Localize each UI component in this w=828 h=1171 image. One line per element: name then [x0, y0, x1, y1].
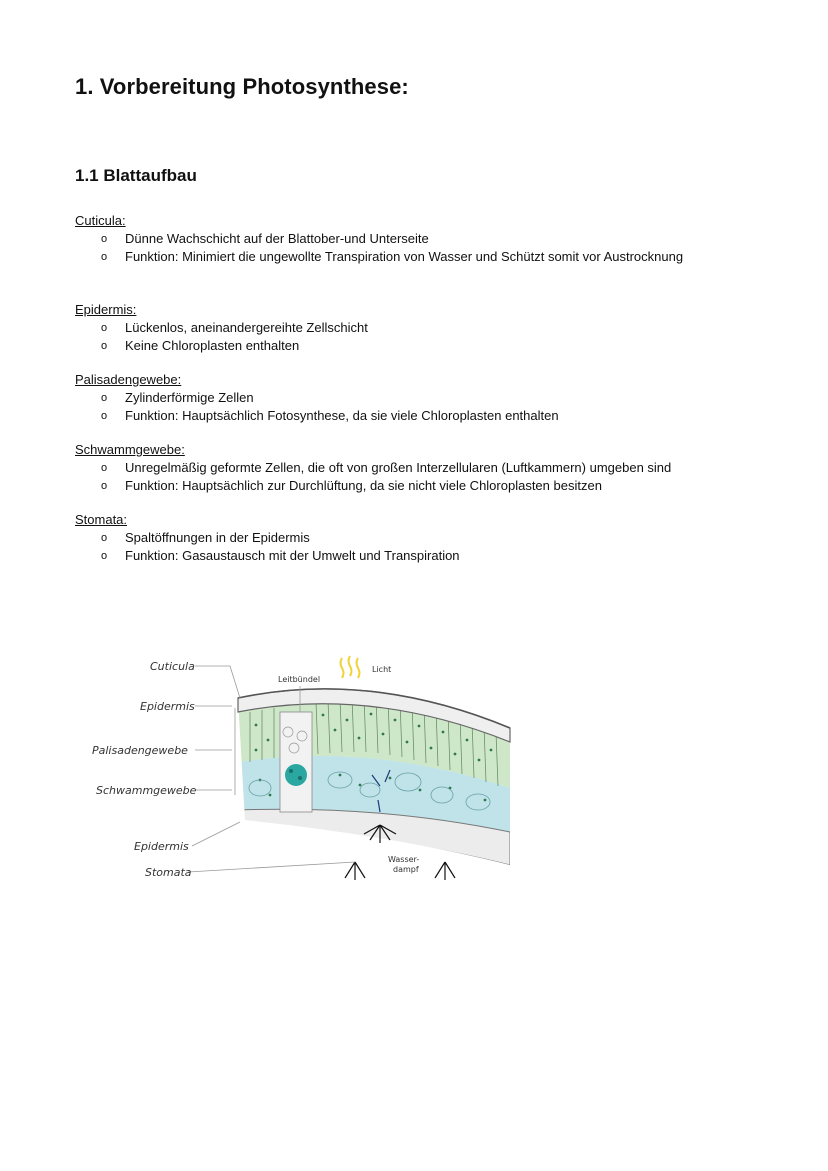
section-epidermis [75, 301, 775, 355]
section-heading: Cuticula: [75, 213, 126, 228]
label-palisadengewebe: Palisadengewebe [92, 744, 188, 757]
label-schwammgewebe: Schwammgewebe [96, 784, 197, 797]
label-stomata: Stomata [145, 866, 192, 879]
bullet: o [101, 410, 108, 422]
label-wasser: Wasser- [388, 855, 420, 864]
section-heading: Schwammgewebe: [75, 442, 185, 457]
section-heading: Epidermis: [75, 302, 137, 317]
bullet: o [101, 322, 108, 334]
section-heading: Stomata: [75, 512, 128, 527]
bullet: o [101, 462, 108, 474]
bullet: o [101, 340, 108, 352]
section-heading: Palisadengewebe: [75, 372, 182, 387]
label-epidermis-top: Epidermis [140, 700, 195, 713]
bullet: o [101, 480, 108, 492]
list-item: o Lückenlos, aneinandergereihte Zellschicht [101, 320, 368, 335]
leaf-cross-section-diagram [90, 650, 520, 890]
list-item: o Funktion: Gasaustausch mit der Umwelt und Transpiration [101, 548, 460, 563]
label-cuticula: Cuticula [150, 660, 195, 673]
page-title: 1. Vorbereitung Photosynthese: [75, 74, 409, 99]
label-leitbuendel: Leitbündel [278, 675, 321, 684]
light-rays [341, 656, 360, 678]
list-item: o Unregelmäßig geformte Zellen, die oft von großen Interzellularen (Luftkammern) umgeben sind [101, 460, 672, 475]
list-item: o Zylinderförmige Zellen [101, 390, 254, 405]
list-item: o Keine Chloroplasten enthalten [101, 338, 300, 353]
section-palisadengewebe [75, 371, 775, 425]
list-item: o Funktion: Hauptsächlich Fotosynthese, da sie viele Chloroplasten enthalten [101, 408, 559, 423]
label-licht: Licht [372, 665, 392, 674]
bullet: o [101, 550, 108, 562]
section-schwammgewebe [75, 441, 825, 495]
bullet: o [101, 233, 108, 245]
list-item: o Spaltöffnungen in der Epidermis [101, 530, 310, 545]
section-cuticula [75, 212, 775, 266]
list-item: o Dünne Wachschicht auf der Blattober-und Unterseite [101, 231, 429, 246]
bullet: o [101, 392, 108, 404]
label-epidermis-bottom: Epidermis [134, 840, 189, 853]
bullet: o [101, 532, 108, 544]
section-stomata [75, 511, 775, 565]
list-item: o Funktion: Hauptsächlich zur Durchlüftung, da sie nicht viele Chloroplasten besitzen [101, 478, 602, 493]
list-item: o Funktion: Minimiert die ungewollte Transpiration von Wasser und Schützt somit vor Austrocknung [101, 249, 684, 264]
section-subtitle: 1.1 Blattaufbau [75, 166, 197, 185]
bullet: o [101, 251, 108, 263]
label-dampf: dampf [393, 865, 419, 874]
vascular-bundle [280, 712, 312, 812]
